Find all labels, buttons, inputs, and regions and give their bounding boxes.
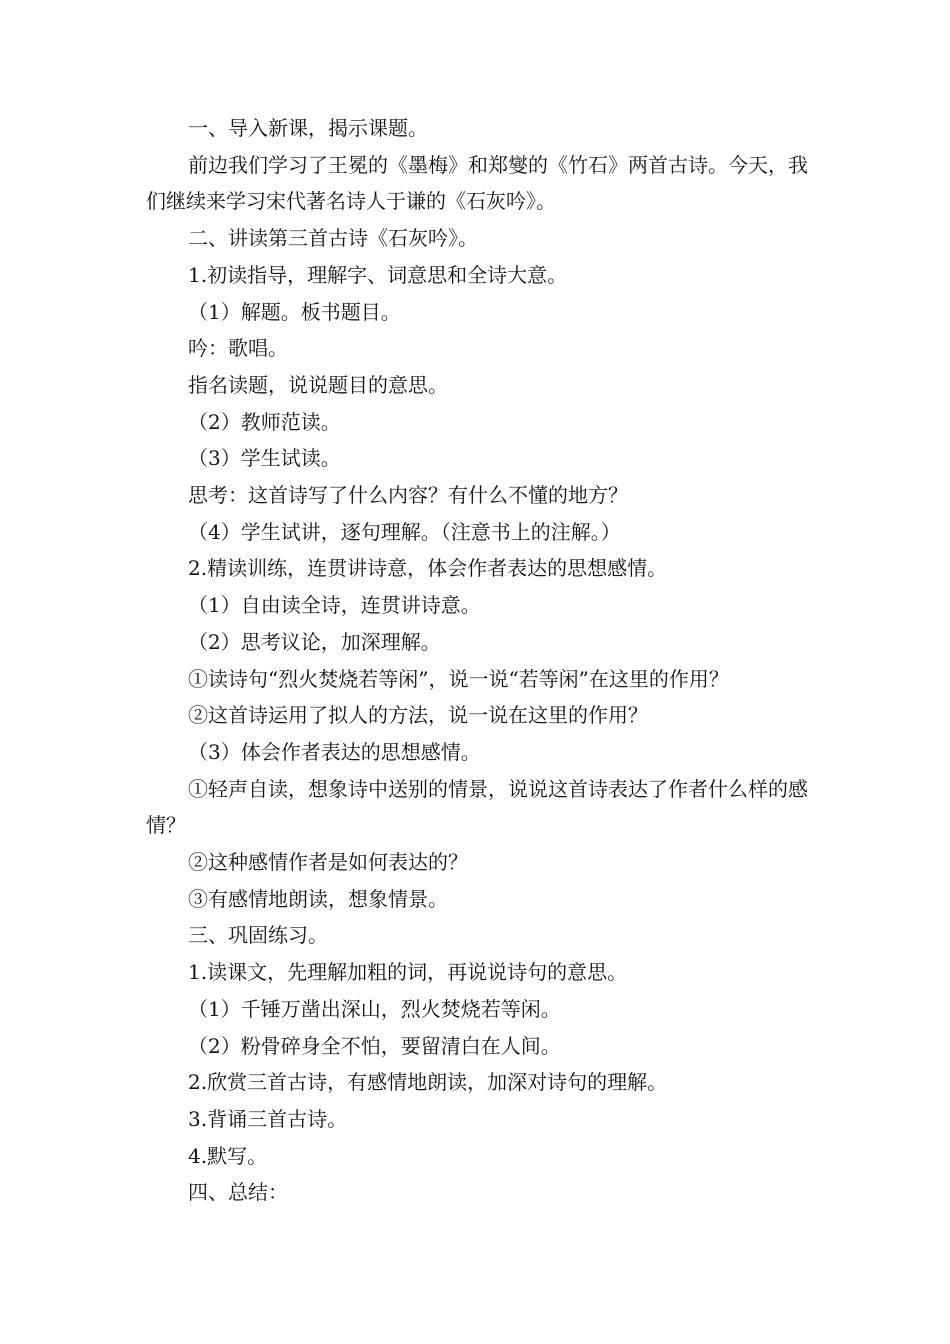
poem-line-2: （2）粉骨碎身全不怕，要留清白在人间。 — [188, 1033, 561, 1058]
question-3: ①轻声自读，想象诗中送别的情景，说说这首诗表达了作者什么样的感情？ — [146, 776, 808, 838]
practice-2: 2.欣赏三首古诗，有感情地朗读，加深对诗句的理解。 — [188, 1070, 668, 1095]
substep-student-reading: （3）学生试读。 — [188, 446, 341, 471]
practice-3: 3.背诵三首古诗。 — [188, 1106, 348, 1131]
substep-feelings: （3）体会作者表达的思想感情。 — [188, 739, 481, 764]
section-heading-reading: 二、讲读第三首古诗《石灰吟》。 — [188, 226, 478, 251]
section-heading-intro: 一、导入新课，揭示课题。 — [188, 116, 428, 140]
word-definition: 吟：歌唱。 — [188, 336, 288, 361]
substep-title: （1）解题。板书题目。 — [188, 299, 401, 324]
paragraph-think: 思考：这首诗写了什么内容？有什么不懂的地方？ — [188, 483, 628, 508]
section-heading-summary: 四、总结： — [188, 1180, 288, 1205]
substep-teacher-reading: （2）教师范读。 — [188, 409, 341, 434]
step-close-reading: 2.精读训练，连贯讲诗意，体会作者表达的思想感情。 — [188, 556, 668, 581]
step-first-reading: 1.初读指导，理解字、词意思和全诗大意。 — [188, 262, 568, 287]
substep-discussion: （2）思考议论，加深理解。 — [188, 629, 441, 654]
question-2: ②这首诗运用了拟人的方法，说一说在这里的作用？ — [188, 703, 648, 728]
paragraph-read-title: 指名读题，说说题目的意思。 — [188, 372, 448, 397]
section-heading-practice: 三、巩固练习。 — [188, 923, 328, 948]
practice-4: 4.默写。 — [188, 1143, 268, 1168]
substep-student-explain: （4）学生试讲，逐句理解。（注意书上的注解。） — [188, 519, 621, 544]
practice-1: 1.读课文，先理解加粗的词，再说说诗句的意思。 — [188, 960, 628, 985]
question-5: ③有感情地朗读，想象情景。 — [188, 886, 448, 911]
paragraph-intro: 前边我们学习了王冕的《墨梅》和郑燮的《竹石》两首古诗。今天，我们继续来学习宋代著名诗人于谦的《石灰吟》。 — [146, 152, 808, 214]
document-body — [146, 110, 816, 1211]
substep-free-reading: （1）自由读全诗，连贯讲诗意。 — [188, 593, 481, 618]
poem-line-1: （1）千锤万凿出深山，烈火焚烧若等闲。 — [188, 996, 561, 1021]
question-4: ②这种感情作者是如何表达的？ — [188, 850, 468, 875]
question-1: ①读诗句“烈火焚烧若等闲”，说一说“若等闲”在这里的作用？ — [188, 666, 729, 691]
